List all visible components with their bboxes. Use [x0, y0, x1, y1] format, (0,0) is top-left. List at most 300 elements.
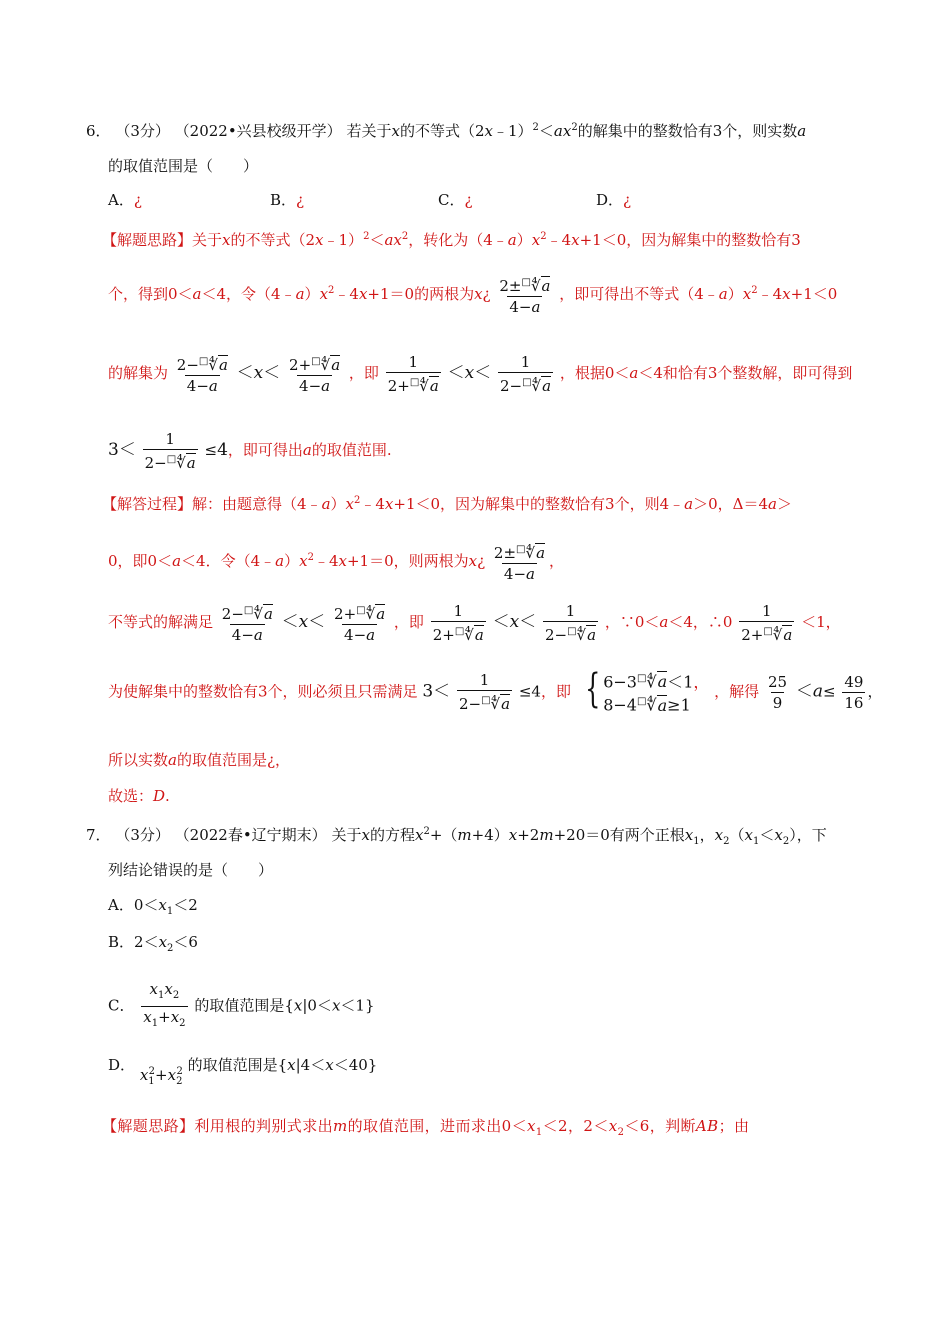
- fraction-reciprocal-plus: [431, 602, 486, 644]
- option-text: ＜6: [173, 933, 198, 951]
- var-x: x: [222, 231, 231, 249]
- think-text: ，转化为（4﹣: [408, 231, 508, 249]
- option-value: ¿: [133, 191, 142, 209]
- q7-stem-text: +（: [429, 826, 458, 844]
- var-x: x: [149, 980, 159, 998]
- radical-icon: ∜: [320, 356, 331, 374]
- var-x: x: [325, 1056, 334, 1074]
- system-row-1: 6−3□∜a＜1，: [603, 672, 710, 692]
- proc-text: 解：由题意得（4﹣: [192, 495, 322, 513]
- q6-think-line4: [108, 430, 392, 472]
- fraction-lower: [175, 353, 230, 395]
- var-a: a: [331, 356, 341, 374]
- think-text: ﹣4: [546, 231, 572, 249]
- var-a: a: [208, 377, 218, 395]
- math-text: ＜: [236, 363, 254, 383]
- math-text: ＜: [492, 612, 510, 632]
- think-text: ）: [516, 231, 532, 249]
- option-text: 0＜: [133, 896, 159, 914]
- math-text: 4−: [299, 377, 322, 395]
- proc-text: ，即: [540, 682, 571, 701]
- radical-icon: ∜: [365, 605, 376, 623]
- var-a: a: [366, 626, 376, 644]
- q6-proc-line3: [108, 602, 841, 644]
- think-text: ；由: [718, 1117, 750, 1135]
- var-x: x: [170, 1008, 180, 1026]
- option-label: D．: [596, 191, 624, 209]
- q7-stem-text: ），下: [789, 826, 827, 844]
- root-index: □: [522, 377, 532, 388]
- q6-stem-text: 的解集中的整数恰有3个，则实数: [577, 122, 798, 140]
- var-x: x: [338, 552, 347, 570]
- var-x: x: [299, 552, 308, 570]
- var-x: x: [319, 285, 329, 303]
- var-x: x: [774, 826, 783, 844]
- subscript: 2: [617, 1127, 625, 1138]
- fraction-49-16: [842, 673, 865, 712]
- exponent: 2: [571, 122, 578, 133]
- exponent: 2: [328, 285, 335, 296]
- root-index: □: [454, 626, 465, 637]
- var-x: x: [571, 231, 580, 249]
- var-x: x: [331, 996, 341, 1015]
- fraction-reciprocal-minus: [543, 602, 598, 644]
- proc-text: ＜1，: [801, 613, 841, 631]
- q7-score: （3分）: [115, 826, 170, 844]
- math-text: 1: [680, 695, 691, 715]
- math-text: 2+: [741, 626, 764, 644]
- q6-option-a[interactable]: [108, 190, 142, 210]
- system-row-2: 8−4□∜a≥1: [603, 695, 691, 715]
- q7-number: 7．: [86, 826, 111, 844]
- var-a: a: [429, 377, 439, 395]
- radical-icon: ∜: [208, 356, 218, 374]
- var-a: a: [275, 552, 285, 570]
- root-index: □: [763, 626, 773, 637]
- var-a: a: [168, 751, 177, 769]
- math-text: ≤: [204, 441, 218, 459]
- option-text: 的取值范围是{: [187, 1056, 288, 1074]
- var-a: a: [768, 495, 777, 513]
- var-a: a: [718, 285, 728, 303]
- math-text: ＜: [433, 681, 451, 702]
- root-index: □: [636, 673, 647, 684]
- think-text: 的取值范围.: [311, 441, 392, 459]
- math-text: 2−: [544, 626, 568, 644]
- q6-proc-line1: [102, 491, 792, 514]
- think-text: ，即可得出: [227, 441, 303, 459]
- var-x: x: [253, 363, 264, 383]
- exponent: 2: [363, 231, 370, 242]
- var-ax: ax: [384, 231, 402, 249]
- math-text: 4−: [503, 565, 527, 583]
- var-x: x: [527, 1117, 536, 1135]
- q6-stem-text: ＜: [538, 122, 554, 140]
- q6-stem-line1: [86, 118, 806, 141]
- proc-text: 不等式的解满足: [108, 613, 214, 631]
- fraction-roots: [492, 541, 547, 583]
- exponent: 2: [401, 231, 409, 242]
- var-a: a: [501, 695, 511, 714]
- think-text: 的取值范围，进而求出0＜: [347, 1117, 527, 1135]
- fraction-upper: [332, 602, 387, 644]
- math-text: 4: [531, 682, 541, 701]
- think-text: ）: [304, 285, 320, 303]
- var-x: x: [143, 1008, 152, 1026]
- root-index: □: [311, 356, 321, 367]
- option-value: ¿: [296, 191, 305, 209]
- radical-icon: ∜: [531, 377, 542, 395]
- math-text: 6: [603, 672, 614, 692]
- think-text: 的不等式（2: [230, 231, 316, 249]
- math-text: 1: [165, 430, 175, 448]
- var-x: x: [468, 552, 478, 570]
- math-text: ＜: [281, 612, 299, 632]
- var-a: a: [541, 277, 551, 295]
- q7-stem-text: （: [729, 826, 745, 844]
- root-index: □: [481, 695, 491, 707]
- math-text: ，: [549, 552, 565, 570]
- radical-icon: ∜: [530, 277, 541, 295]
- math-text: 2+: [334, 605, 357, 623]
- q7-stem-text: +20＝0有两个正根: [553, 826, 685, 844]
- q7-stem-text: ，: [699, 826, 715, 844]
- var-a: a: [218, 356, 228, 374]
- exponent: 2: [751, 285, 758, 296]
- exponent: 2: [176, 1066, 183, 1077]
- exponent: 2: [148, 1066, 156, 1077]
- math-text: 2−: [458, 695, 482, 714]
- q7-option-a[interactable]: [108, 895, 198, 922]
- var-a: a: [684, 495, 694, 513]
- q6-stem-text: 若关于: [346, 122, 392, 140]
- sum-of-squares: $x_1^2+x_2^2$: [139, 1066, 183, 1087]
- math-text: ≤: [518, 682, 532, 701]
- fraction-reciprocal-minus: [457, 671, 512, 713]
- math-text: ＜: [795, 681, 813, 702]
- var-a: a: [295, 285, 305, 303]
- root-index: □: [356, 605, 366, 616]
- math-text: 3: [626, 672, 637, 692]
- math-text: 2±: [493, 544, 517, 562]
- var-a: a: [659, 613, 669, 631]
- q6-option-b[interactable]: [270, 190, 304, 210]
- option-ref: AB: [695, 1117, 719, 1135]
- var-x: x: [684, 826, 694, 844]
- var-a: a: [321, 495, 331, 513]
- option-value: ¿: [464, 191, 473, 209]
- subscript: 1: [151, 1018, 159, 1029]
- q6-stem-text: 的不等式（2: [399, 122, 485, 140]
- var-a: a: [657, 695, 668, 715]
- radical-icon: ∜: [176, 454, 186, 472]
- var-m: m: [457, 826, 472, 844]
- root-index: □: [198, 356, 209, 367]
- fraction-roots: [497, 274, 552, 316]
- var-x: x: [315, 231, 324, 249]
- think-text: ＜4和恰有3个整数解，即可得到: [638, 364, 853, 382]
- option-label: A．: [108, 896, 134, 914]
- math-text: 1: [453, 602, 464, 620]
- math-text: 2−: [144, 454, 167, 472]
- think-text: ＜6，判断: [624, 1117, 696, 1135]
- var-x: x: [508, 826, 518, 844]
- var-a: a: [629, 364, 639, 382]
- proc-text: +1＝0，则两根为: [346, 552, 469, 570]
- var-a: a: [507, 231, 517, 249]
- var-x: x: [361, 826, 370, 844]
- subscript: 1: [693, 836, 700, 847]
- var-a: a: [172, 552, 182, 570]
- exponent: 2: [354, 495, 361, 506]
- q6-number: 6．: [86, 122, 111, 140]
- var-a: a: [657, 672, 668, 692]
- var-x: x: [345, 495, 354, 513]
- think-text: ﹣4: [334, 285, 359, 303]
- math-text: 2−: [221, 605, 244, 623]
- var-x: x: [391, 122, 400, 140]
- math-text: 25: [767, 672, 788, 691]
- math-text: 2±: [499, 277, 522, 295]
- think-text: ，根据0＜: [559, 364, 630, 382]
- math-text: 1: [683, 672, 694, 692]
- think-text: +1＜0，因为解集中的整数恰有3: [579, 231, 801, 249]
- proc-text: 的取值范围是¿，: [176, 751, 291, 769]
- think-text: ¿: [482, 285, 491, 303]
- var-a: a: [192, 285, 202, 303]
- var-a: a: [542, 377, 552, 395]
- math-text: 2−: [176, 356, 199, 374]
- radical-icon: ∜: [772, 626, 783, 644]
- q7-option-b[interactable]: [108, 932, 198, 959]
- proc-text: ＞0，Δ＝4: [693, 495, 769, 513]
- math-text: 1: [479, 671, 490, 690]
- var-x: x: [298, 612, 309, 632]
- q6-choose-line: [108, 786, 170, 806]
- fraction-reciprocal-plus: [739, 602, 794, 644]
- option-label: D．: [108, 1056, 136, 1074]
- think-label: 【解题思路】: [102, 231, 193, 249]
- var-x: x: [714, 826, 724, 844]
- var-x: x: [742, 285, 752, 303]
- proc-text: 为使解集中的整数恰有3个，则必须且只需满足: [108, 682, 418, 701]
- brace-icon: {: [584, 666, 601, 712]
- math-text: 16: [844, 693, 864, 712]
- option-text: ＜2: [173, 896, 198, 914]
- proc-text: ＞: [776, 495, 792, 513]
- q6-source: （2022•兴县校级开学）: [174, 122, 342, 140]
- proc-text: +1＜0，因为解集中的整数恰有3个，则4﹣: [393, 495, 685, 513]
- exponent: 2: [540, 231, 547, 242]
- var-x: x: [464, 363, 475, 383]
- radical-icon: ∜: [576, 626, 587, 644]
- root-index: □: [636, 696, 647, 708]
- q6-proc-line5: [108, 750, 290, 770]
- math-text: ＜: [263, 363, 281, 383]
- q7-think-line1: [102, 1116, 749, 1143]
- option-label: B．: [108, 933, 135, 951]
- var-m: m: [333, 1117, 348, 1135]
- var-x: x: [139, 1066, 149, 1084]
- var-x: x: [608, 1117, 618, 1135]
- option-text: 的取值范围是{: [194, 996, 294, 1015]
- var-a: a: [531, 298, 541, 316]
- var-a: a: [587, 626, 597, 644]
- math-text: 2+: [387, 377, 410, 395]
- radical-icon: ∜: [419, 377, 429, 395]
- option-text: ＜40}: [333, 1056, 378, 1074]
- option-label: A．: [108, 191, 134, 209]
- subscript: 2: [179, 1018, 186, 1029]
- think-text: 个，得到0＜: [108, 285, 193, 303]
- math-text: 2+: [432, 626, 455, 644]
- subscript: 2: [723, 836, 730, 847]
- think-text: ＜: [369, 231, 385, 249]
- option-label: C．: [108, 996, 135, 1015]
- exponent: 2: [532, 122, 539, 133]
- var-x: x: [167, 1066, 177, 1084]
- radical-icon: ∜: [646, 672, 657, 692]
- q7-stem-text: +2: [517, 826, 540, 844]
- math-text: 2−: [499, 377, 523, 395]
- q7-stem-line1: [86, 822, 827, 852]
- math-text: 49: [844, 672, 864, 691]
- math-text: 8: [603, 695, 614, 715]
- var-a: a: [536, 544, 546, 562]
- q6-option-d[interactable]: [596, 190, 631, 210]
- var-x: x: [484, 122, 493, 140]
- proc-label: 【解答过程】: [102, 495, 193, 513]
- var-a: a: [797, 122, 807, 140]
- fraction-x1x2-over-sum: $\frac{x_1x_2}{x_1+x_2}$: [141, 980, 187, 1033]
- q6-score: （3分）: [115, 122, 170, 140]
- math-text: 4−: [231, 626, 254, 644]
- q6-think-line2: [108, 274, 837, 316]
- math-text: ≥: [667, 695, 681, 715]
- exponent: 2: [307, 552, 314, 563]
- q6-stem-text: ﹣1）: [492, 122, 533, 140]
- proc-text: 0，即0＜: [108, 552, 173, 570]
- var-a: a: [302, 441, 312, 459]
- think-text: ）: [727, 285, 743, 303]
- var-x: x: [744, 826, 753, 844]
- math-text: ≤: [822, 682, 836, 701]
- proc-text: ，即: [393, 613, 424, 631]
- root-index: □: [409, 377, 420, 388]
- math-text: 9: [772, 693, 783, 712]
- q7-source: （2022春•辽宁期末）: [174, 826, 327, 844]
- math-text: 3: [108, 440, 119, 460]
- var-a: a: [376, 605, 386, 623]
- var-x: x: [414, 826, 424, 844]
- subscript: 2: [176, 1076, 183, 1087]
- q6-option-c[interactable]: [438, 190, 473, 210]
- radical-icon: ∜: [525, 544, 536, 562]
- q6-stem-line2: 的取值范围是（ ）: [108, 157, 259, 175]
- math-text: ＜: [667, 672, 684, 692]
- var-a: a: [253, 626, 263, 644]
- think-text: +1＝0的两根为: [367, 285, 475, 303]
- q6-think-line1: [102, 227, 801, 250]
- fraction-reciprocal-minus: [143, 430, 198, 472]
- math-text: 4: [217, 440, 228, 460]
- q7-stem-text: 的方程: [369, 826, 415, 844]
- think-text: ，即: [348, 364, 379, 382]
- think-text: ，即可得出不等式（4﹣: [559, 285, 719, 303]
- q6-proc-line2: [108, 541, 564, 583]
- math-text: ＜: [474, 363, 492, 383]
- math-text: ，: [867, 682, 883, 701]
- math-text: ＜: [519, 612, 537, 632]
- q7-option-d[interactable]: [108, 1055, 377, 1092]
- subscript: 1: [166, 906, 174, 917]
- proc-text: ）: [330, 495, 346, 513]
- answer-value: D: [153, 787, 166, 805]
- proc-text: .: [165, 787, 170, 805]
- option-text: ＜1}: [340, 996, 375, 1015]
- var-a: a: [263, 605, 273, 623]
- q7-option-c[interactable]: [108, 980, 375, 1033]
- choose-label: 故选：: [108, 787, 154, 805]
- var-x: x: [164, 980, 173, 998]
- math-text: 1: [761, 602, 772, 620]
- subscript: 1: [752, 836, 760, 847]
- math-text: 4−: [186, 377, 209, 395]
- option-text: |0＜: [302, 996, 332, 1015]
- subscript: 1: [148, 1076, 155, 1087]
- root-index: □: [166, 454, 177, 465]
- var-x: x: [158, 933, 168, 951]
- option-text: 2＜: [134, 933, 159, 951]
- proc-text: ，∵0＜: [604, 613, 660, 631]
- radical-icon: ∜: [646, 695, 657, 715]
- var-a: a: [321, 377, 331, 395]
- fraction-upper: [287, 353, 342, 395]
- think-text: ﹣4: [757, 285, 783, 303]
- option-text: |4＜: [295, 1056, 326, 1074]
- math-text: 4−: [509, 298, 532, 316]
- math-text: 4−: [344, 626, 367, 644]
- var-x: x: [293, 996, 303, 1015]
- math-text: 1: [520, 353, 531, 371]
- math-text: 4: [626, 695, 637, 715]
- var-a: a: [812, 681, 823, 702]
- radical-icon: ∜: [253, 605, 263, 623]
- q7-stem-text: 关于: [331, 826, 362, 844]
- exponent: 2: [423, 826, 430, 837]
- var-x: x: [474, 285, 483, 303]
- var-x: x: [287, 1056, 296, 1074]
- root-index: □: [516, 544, 526, 555]
- fraction-reciprocal-minus: [498, 353, 553, 395]
- math-text: ＜: [447, 363, 465, 383]
- root-index: □: [243, 605, 254, 616]
- var-x: x: [384, 495, 394, 513]
- proc-text: 所以实数: [108, 751, 169, 769]
- var-m: m: [539, 826, 554, 844]
- q7-stem-text: ＜: [759, 826, 775, 844]
- think-text: 利用根的判别式求出: [194, 1117, 334, 1135]
- math-text: ，: [693, 672, 710, 692]
- var-a: a: [783, 626, 793, 644]
- root-index: □: [567, 626, 577, 637]
- think-text: ﹣1）: [323, 231, 364, 249]
- subscript: 2: [172, 990, 180, 1001]
- var-x: x: [358, 285, 368, 303]
- var-ax: ax: [553, 122, 572, 140]
- var-x: x: [158, 896, 167, 914]
- think-text: 的解集为: [108, 364, 169, 382]
